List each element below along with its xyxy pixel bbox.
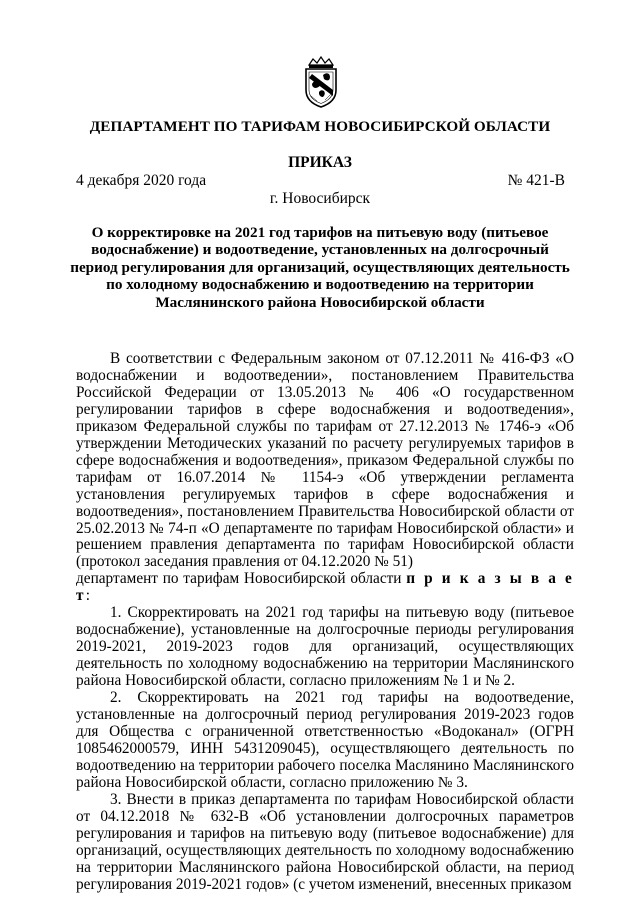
preamble-paragraph: В соответствии с Федеральным законом от 07.12.2011 № 416-ФЗ «О водоснабжении и водоотведении», постановлением Правительства Российской Федерации от 13.05.2013 № 406 «О государственном регулировании тарифов в сфере водоснабжения и водоотведения», приказом Федеральной службы по тарифам от 27.12.2013 № 1746-э «Об утверждении Методических указаний по расчету регулируемых тарифов в сфере водоснабжения и водоотведения», приказом Федеральной службы по тарифам от 16.07.2014 № 1154-э «Об утверждении регламента установления регулируемых тарифов в сфере водоснабжения и водоотведения», постановлением Правительства Новосибирской области от 25.02.2013 № 74-п «О департаменте по тарифам Новосибирской области» и решением правления департамента по тарифам Новосибирской области (протокол заседания правления от 04.12.2020 № 51)	[76, 350, 574, 571]
decree-suffix: :	[85, 587, 90, 605]
decree-word: п р и к а з ы в а е т	[76, 570, 574, 605]
item-3-paragraph: 3. Внести в приказ департамента по тарифам Новосибирской области от 04.12.2018 № 632-В «Об установлении долгосрочных параметров регулирования и тарифов на питьевую воду (питьевое водоснабжение) для организаций, осуществляющих деятельность по холодному водоснабжению на территории Маслянинского района Новосибирской области, на период регулирования 2019-2021 годов» (с учетом изменений, внесенных приказом	[76, 790, 574, 893]
order-date: 4 декабря 2020 года	[76, 172, 207, 189]
document-type: ПРИКАЗ	[288, 154, 352, 171]
order-number: № 421-В	[507, 172, 565, 189]
order-subject: О корректировке на 2021 год тарифов на питьевую воду (питьевое водоснабжение) и водоотведение, установленных на долгосрочный период регулирования для организаций, осуществляющих деятельность по холодному водоснабжению и водоотведению на территории Маслянинского района Новосибирской области	[70, 224, 570, 311]
item-2-paragraph: 2. Скорректировать на 2021 год тарифы на водоотведение, установленные на долгосрочный период регулирования 2019-2023 годов для Общества с ограниченной ответственностью «Водоканал» (ОГРН 1085462000579, ИНН 5431209045), осуществляющего деятельность по водоотведению на территории рабочего поселка Маслянино Маслянинского района Новосибирской области, согласно приложению № 3.	[76, 689, 574, 791]
department-title: ДЕПАРТАМЕНТ ПО ТАРИФАМ НОВОСИБИРСКОЙ ОБЛАСТИ	[89, 118, 551, 135]
order-body	[76, 351, 574, 894]
coat-of-arms-icon	[299, 56, 343, 108]
order-city: г. Новосибирск	[269, 190, 371, 207]
decree-line	[76, 571, 574, 605]
item-1-paragraph: 1. Скорректировать на 2021 год тарифы на питьевую воду (питьевое водоснабжение), установленные на долгосрочные периоды регулирования 2019-2021, 2019-2023 годов для организаций, осуществляющих деятельность по холодному водоснабжению на территории Маслянинского района Новосибирской области, согласно приложениям № 1 и № 2.	[76, 604, 574, 690]
decree-prefix: департамент по тарифам Новосибирской области	[76, 570, 402, 588]
